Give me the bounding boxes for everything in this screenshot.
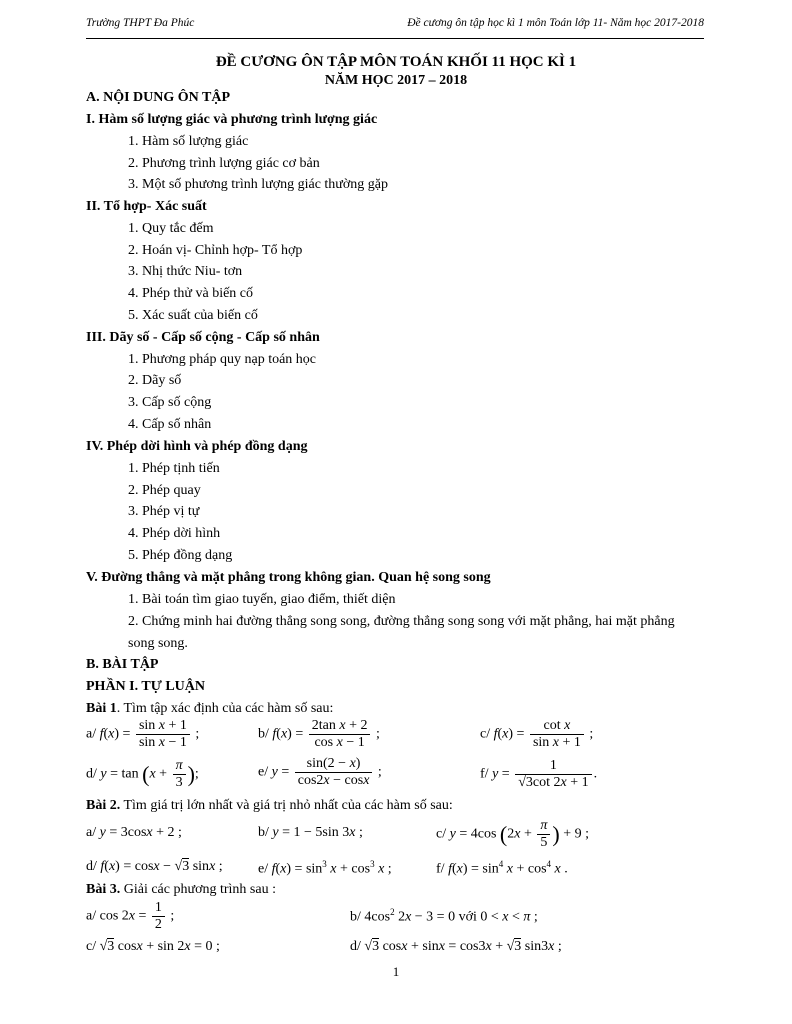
formula-3d: d/ √3 cosx + sinx = cos3x + √3 sin3x ; (350, 939, 562, 954)
exercise-2-prompt (86, 798, 453, 814)
list-item: 3. Phép vị tự (128, 504, 200, 519)
doc-title: ĐỀ CƯƠNG ÔN TẬP MÔN TOÁN KHỐI 11 HỌC KÌ 1 (215, 54, 577, 70)
list-item: 3. Cấp số cộng (128, 395, 212, 410)
formula-3c: c/ √3 cosx + sin 2x = 0 ; (86, 939, 220, 954)
formula-3b: b/ $4\cos^2$ 2x − 3 = 0 với 0 < x < π ; (350, 907, 538, 925)
formula-1d: d/ y = tan (x + $\frac{\pi}{3}$ ); (86, 758, 199, 790)
doc-subtitle: NĂM HỌC 2017 – 2018 (324, 73, 468, 88)
exercise-3-prompt (86, 882, 276, 898)
page-header (86, 14, 704, 39)
formula-1b: b/ f(x) = $\frac{\text{2tan x + 2}}{\text{cos x − 1}}$ ; (258, 718, 380, 750)
list-item: 1. Quy tắc đếm (128, 221, 214, 236)
section-heading: II. Tổ hợp- Xác suất (86, 199, 207, 214)
list-item: 4. Cấp số nhân (128, 417, 212, 432)
formula-1a: a/ f(x) = $\frac{\text{sin x + 1}}{\text{sin x − 1}}$ ; (86, 718, 200, 750)
list-item: 5. Phép đồng dạng (128, 548, 233, 563)
section-heading: V. Đường thẳng và mặt phẳng trong không gian. Quan hệ song song (86, 570, 491, 585)
list-item: 3. Nhị thức Niu- tơn (128, 264, 243, 279)
header-course: Đề cương ôn tập học kì 1 môn Toán lớp 11- Năm học 2017-2018 (407, 17, 704, 29)
list-item: 2. Hoán vị- Chỉnh hợp- Tổ hợp (128, 243, 303, 258)
list-item: 1. Hàm số lượng giác (128, 134, 249, 149)
list-item: 1. Bài toán tìm giao tuyến, giao điểm, thiết diện (128, 592, 396, 607)
list-item-continuation: song song. (128, 636, 188, 651)
list-item: 1. Phép tịnh tiến (128, 461, 220, 476)
list-item: 2. Phương trình lượng giác cơ bản (128, 156, 320, 171)
formula-1f: f/ y = $\frac{1}{√3\cot 2x + 1}$ . (480, 758, 598, 790)
section-heading: III. Dãy số - Cấp số cộng - Cấp số nhân (86, 330, 320, 345)
formula-3a: a/ cos 2x = $\frac{1}{2}$ ; (86, 900, 175, 932)
formula-2f: f/ $f(x) = \sin^4 x + \cos^4 x$ . (436, 859, 568, 877)
exercise-label: Bài 3. (86, 882, 121, 897)
formula-1e: e/ y = $\frac{\sin(2 - x)}{\cos 2x - \cos x}$ ; (258, 756, 382, 788)
formula-2a: a/ y = 3cosx + 2 ; (86, 825, 182, 840)
header-school: Trường THPT Đa Phúc (86, 17, 195, 29)
list-item: 3. Một số phương trình lượng giác thường gặp (128, 177, 389, 192)
list-item: 5. Xác suất của biến cố (128, 308, 258, 323)
formula-2b: b/ y = 1 − 5sin 3x ; (258, 825, 363, 840)
section-heading: IV. Phép dời hình và phép đồng dạng (86, 439, 308, 454)
part-a-heading: A. NỘI DUNG ÔN TẬP (86, 90, 231, 105)
exercise-text: Giải các phương trình sau : (120, 882, 276, 897)
list-item: 2. Dãy số (128, 373, 182, 388)
formula-1c: c/ f(x) = $\frac{\text{cot x}}{\text{sin x + 1}}$ ; (480, 718, 594, 750)
part-b-heading: B. BÀI TẬP (86, 657, 159, 672)
list-item: 2. Phép quay (128, 483, 201, 498)
list-item: 2. Chứng minh hai đường thẳng song song, đường thẳng song song với mặt phẳng, hai mặt phẳng (128, 614, 675, 629)
exercise-text: Tìm giá trị lớn nhất và giá trị nhỏ nhất của các hàm số sau: (120, 798, 453, 813)
section-heading: I. Hàm số lượng giác và phương trình lượng giác (86, 112, 378, 127)
exercise-1-prompt (86, 701, 333, 717)
part-1-heading: PHẦN I. TỰ LUẬN (86, 679, 206, 694)
formula-2e: e/ $f(x) = \sin^3 x + \cos^3 x$ ; (258, 859, 392, 877)
page-number: 1 (392, 964, 400, 979)
formula-2c: c/ y = 4cos (2x + $\frac{\pi}{5}$ ) + 9 ; (436, 818, 589, 850)
exercise-label: Bài 1 (86, 701, 117, 716)
list-item: 4. Phép dời hình (128, 526, 221, 541)
exercise-text: . Tìm tập xác định của các hàm số sau: (116, 701, 334, 716)
list-item: 1. Phương pháp quy nạp toán học (128, 352, 317, 367)
formula-2d: d/ f(x) = cosx − √3 sinx ; (86, 859, 223, 874)
list-item: 4. Phép thử và biến cố (128, 286, 254, 301)
exercise-label: Bài 2. (86, 798, 121, 813)
